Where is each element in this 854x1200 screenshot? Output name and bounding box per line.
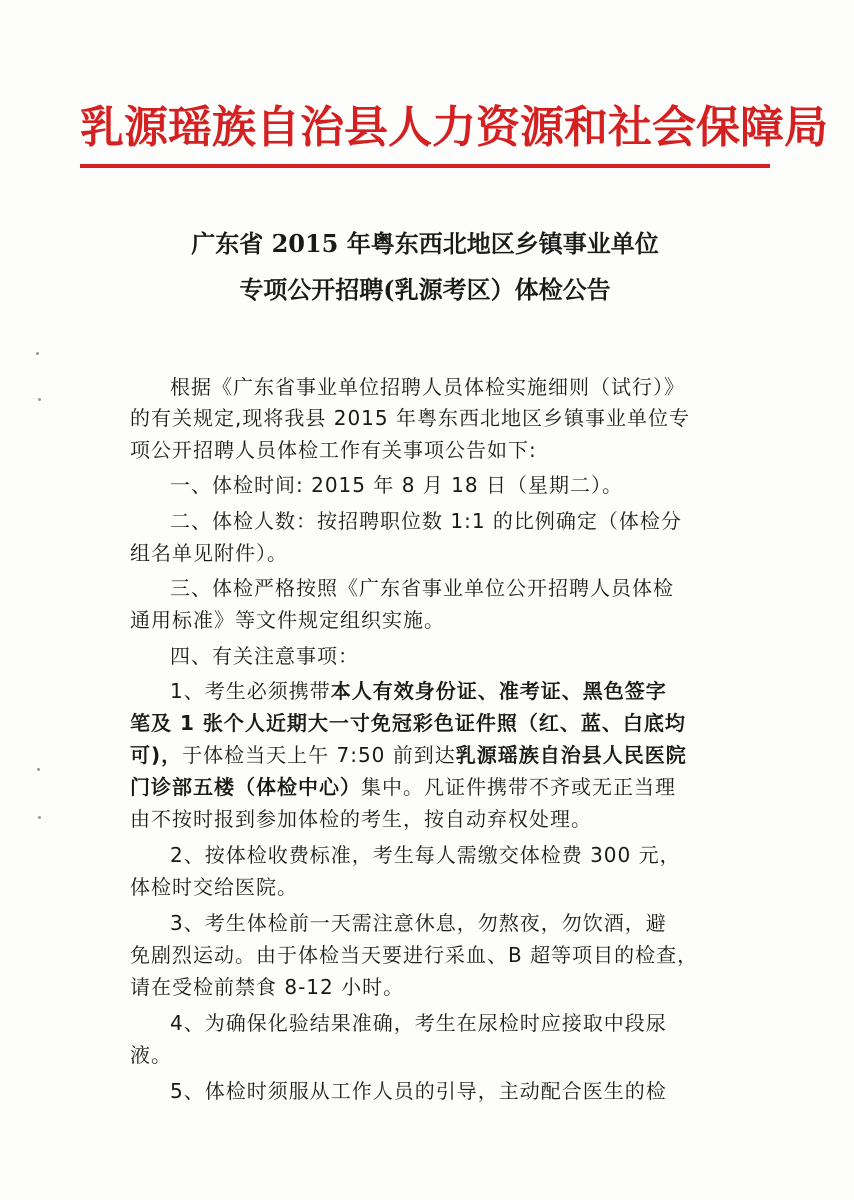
intro-line-3: 项公开招聘人员体检工作有关事项公告如下: — [130, 438, 537, 462]
note-3-line-1: 3、考生体检前一天需注意休息，勿熬夜，勿饮酒，避 — [170, 911, 667, 935]
note-1-line-1 — [170, 678, 730, 704]
item-3-line-1: 三、体检严格按照《广东省事业单位公开招聘人员体检 — [170, 576, 674, 600]
item-3-line-2: 通用标准》等文件规定组织实施。 — [130, 608, 445, 632]
note-3-line-3: 请在受检前禁食 8-12 小时。 — [130, 975, 405, 999]
item-2-line-2: 组名单见附件）。 — [130, 541, 288, 565]
intro-line-1: 根据《广东省事业单位招聘人员体检实施细则（试行）》 — [170, 375, 685, 399]
letterhead-org-name: 乳源瑶族自治县人力资源和社会保障局 — [80, 102, 828, 153]
notice-title-line-1: 广东省 2015 年粤东西北地区乡镇事业单位 — [191, 229, 659, 258]
note-4-line-1: 4、为确保化验结果准确，考生在尿检时应接取中段尿 — [170, 1011, 667, 1035]
item-1-exam-time: 一、体检时间: 2015 年 8 月 18 日（星期二）。 — [170, 473, 623, 497]
note-1-line-4-rest: 集中。凡证件携带不齐或无正当理 — [361, 775, 676, 799]
item-4-heading: 四、有关注意事项： — [170, 644, 359, 668]
note-1-line-5: 由不按时报到参加体检的考生，按自动弃权处理。 — [130, 807, 592, 831]
note-1-prefix: 1、考生必须携带 — [170, 679, 331, 703]
note-1-arrival-time: 于体检当天上午 7:50 前到达 — [182, 743, 456, 767]
item-2-line-1: 二、体检人数：按招聘职位数 1:1 的比例确定（体检分 — [170, 509, 682, 533]
scan-speck — [38, 398, 41, 401]
note-1-line-4 — [130, 774, 730, 800]
scan-speck — [36, 352, 39, 355]
scan-speck — [38, 816, 41, 819]
scan-speck — [37, 768, 40, 771]
note-1-required-items: 本人有效身份证、准考证、黑色签字 — [330, 679, 667, 703]
note-1-line-3-bold: 可)， — [130, 743, 183, 767]
note-2-line-2: 体检时交给医院。 — [130, 875, 298, 899]
notice-title-line-2: 专项公开招聘(乳源考区）体检公告 — [239, 275, 611, 304]
note-5-line-1: 5、体检时须服从工作人员的引导，主动配合医生的检 — [170, 1079, 667, 1103]
note-3-line-2: 免剧烈运动。由于体检当天要进行采血、B 超等项目的检查， — [130, 943, 699, 967]
letterhead-red-rule — [80, 164, 770, 168]
note-1-hospital-name: 乳源瑶族自治县人民医院 — [455, 743, 687, 767]
note-1-location: 门诊部五楼（体检中心） — [130, 775, 361, 799]
intro-line-2: 的有关规定,现将我县 2015 年粤东西北地区乡镇事业单位专 — [130, 406, 690, 430]
note-4-line-2: 液。 — [130, 1043, 172, 1067]
note-1-line-2: 笔及 1 张个人近期大一寸免冠彩色证件照（红、蓝、白底均 — [130, 711, 686, 735]
note-2-line-1: 2、按体检收费标准，考生每人需缴交体检费 300 元， — [170, 843, 681, 867]
note-1-line-3 — [130, 742, 730, 768]
